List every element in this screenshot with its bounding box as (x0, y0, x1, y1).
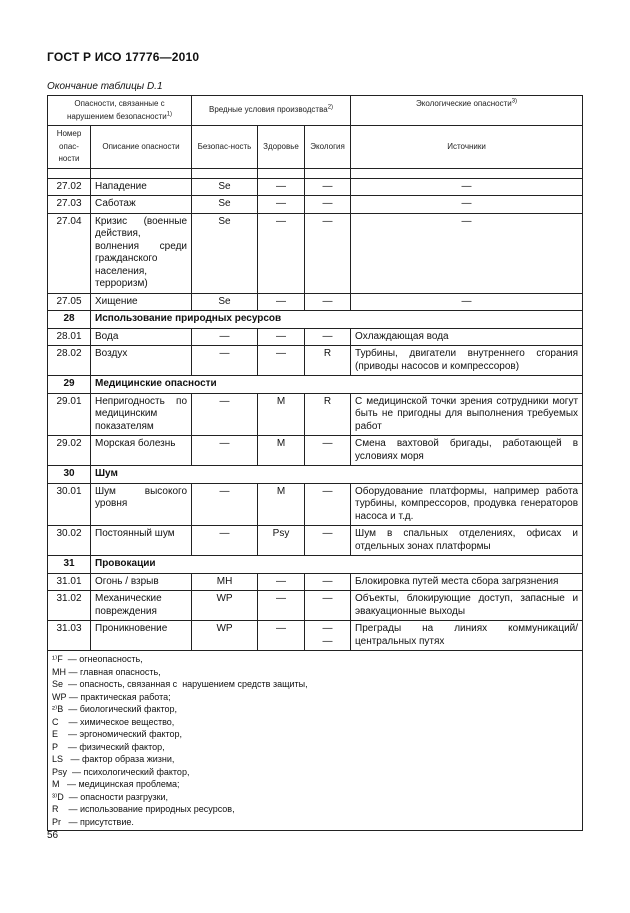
legend-notes (48, 651, 583, 831)
ecology-value: — (305, 213, 351, 293)
legend-line: R — использование природных ресурсов, (52, 804, 235, 814)
hazard-description: Механические повреждения (91, 591, 192, 621)
ecology-value: — — (305, 621, 351, 651)
table-row (48, 436, 583, 466)
health-value: — (258, 328, 305, 346)
ecology-value: — (305, 196, 351, 214)
section-row (48, 556, 583, 574)
health-value: — (258, 346, 305, 376)
legend-line: C — химическое вещество, (52, 716, 175, 727)
document-header: ГОСТ Р ИСО 17776—2010 (47, 50, 200, 64)
hazard-description: Огонь / взрыв (91, 573, 192, 591)
legend-line: ³⁾D — опасности разгрузки, (52, 791, 169, 802)
table-row (48, 178, 583, 196)
legend-line: MH — главная опасность, (52, 666, 161, 677)
legend-line: WP — практическая работа; (52, 691, 171, 702)
hazard-number: 29.02 (48, 436, 91, 466)
ecology-value: — (305, 178, 351, 196)
section-title: Медицинские опасности (91, 376, 583, 394)
sources-value: Смена вахтовой бригады, работающей в условиях моря (351, 436, 583, 466)
table-caption: Окончание таблицы D.1 (47, 81, 163, 92)
section-row (48, 376, 583, 394)
ecology-value: — (305, 483, 351, 526)
hazard-description: Саботаж (91, 196, 192, 214)
legend-line: P — физический фактор, (52, 741, 165, 752)
hazard-number: 31.02 (48, 591, 91, 621)
sources-value: Оборудование платформы, например работа турбины, компрессоров, продувка генераторов насоса и т.д. (351, 483, 583, 526)
sources-value: Блокировка путей места сбора загрязнения (351, 573, 583, 591)
page-number: 56 (47, 830, 59, 841)
health-value: — (258, 213, 305, 293)
hazard-description: Проникновение (91, 621, 192, 651)
table-row (48, 526, 583, 556)
health-value: — (258, 178, 305, 196)
legend-line: ²⁾B — биологический фактор, (52, 704, 178, 714)
notes-row (48, 651, 583, 831)
sources-value: Объекты, блокирующие доступ, запасные и эвакуационные выходы (351, 591, 583, 621)
safety-value: — (192, 393, 258, 436)
hazard-number: 27.02 (48, 178, 91, 196)
col-header-sources: Источники (351, 126, 583, 169)
section-row (48, 466, 583, 484)
hazard-table (47, 95, 583, 831)
ecology-value: R (305, 393, 351, 436)
sources-value: Преграды на линиях коммуникаций/центральных путях (351, 621, 583, 651)
ecology-value: — (305, 293, 351, 311)
health-value: — (258, 293, 305, 311)
health-value: M (258, 436, 305, 466)
sources-value: — (351, 178, 583, 196)
safety-value: — (192, 526, 258, 556)
ecology-value: R (305, 346, 351, 376)
safety-value: WP (192, 621, 258, 651)
legend-line: LS — фактор образа жизни, (52, 754, 175, 764)
col-header-safety: Безопас-ность (192, 126, 258, 169)
table-row (48, 293, 583, 311)
header-group-eco: Экологические опасности$^{3)}$ (351, 96, 583, 126)
hazard-description: Непригодность по медицинским показателям (91, 393, 192, 436)
health-value: — (258, 573, 305, 591)
hazard-number: 27.03 (48, 196, 91, 214)
hazard-description: Хищение (91, 293, 192, 311)
legend-line: ¹⁾F — огнеопасность, (52, 654, 143, 664)
col-header-ecology: Экология (305, 126, 351, 169)
section-title: Шум (91, 466, 583, 484)
health-value: Psy (258, 526, 305, 556)
ecology-value: — (305, 328, 351, 346)
table-row (48, 483, 583, 526)
hazard-description: Кризис (военные действия, волнения среди гражданского населения, терроризм) (91, 213, 192, 293)
section-number: 29 (48, 376, 91, 394)
table-row (48, 213, 583, 293)
legend-line: M — медицинская проблема; (52, 779, 180, 789)
table-row (48, 346, 583, 376)
hazard-number: 28.01 (48, 328, 91, 346)
safety-value: — (192, 483, 258, 526)
legend-line: E — эргономический фактор, (52, 729, 183, 739)
safety-value: Se (192, 213, 258, 293)
table-row (48, 196, 583, 214)
hazard-description: Шум высокого уровня (91, 483, 192, 526)
hazard-number: 28.02 (48, 346, 91, 376)
table-row (48, 328, 583, 346)
header-group-harmful: Вредные условия производства$^{2)}$ (192, 96, 351, 126)
sources-value: — (351, 196, 583, 214)
hazard-description: Нападение (91, 178, 192, 196)
hazard-description: Воздух (91, 346, 192, 376)
safety-value: Se (192, 293, 258, 311)
safety-value: WP (192, 591, 258, 621)
health-value: — (258, 621, 305, 651)
hazard-description: Вода (91, 328, 192, 346)
header-group-hazards: Опасности, связанные с нарушением безопасности$^{1)}$ (48, 96, 192, 126)
legend-line: Se — опасность, связанная с нарушением средств защиты, (52, 679, 308, 689)
health-value: M (258, 393, 305, 436)
safety-value: Se (192, 196, 258, 214)
hazard-number: 30.01 (48, 483, 91, 526)
hazard-number: 27.04 (48, 213, 91, 293)
section-row (48, 311, 583, 329)
sources-value: — (351, 293, 583, 311)
table-row (48, 591, 583, 621)
hazard-number: 31.03 (48, 621, 91, 651)
ecology-value: — (305, 591, 351, 621)
hazard-number: 30.02 (48, 526, 91, 556)
legend-line: Psy — психологический фактор, (52, 766, 190, 777)
hazard-description: Постоянный шум (91, 526, 192, 556)
safety-value: — (192, 346, 258, 376)
sources-value: — (351, 213, 583, 293)
sources-value: С медицинской точки зрения сотрудники могут быть не пригодны для выполнения требуемых работ (351, 393, 583, 436)
table-row (48, 573, 583, 591)
col-header-health: Здоровье (258, 126, 305, 169)
sources-value: Охлаждающая вода (351, 328, 583, 346)
table-row (48, 393, 583, 436)
safety-value: — (192, 436, 258, 466)
section-title: Провокации (91, 556, 583, 574)
legend-line: Pr — присутствие. (52, 816, 134, 827)
hazard-description: Морская болезнь (91, 436, 192, 466)
col-header-number: Номер опас-ности (48, 126, 91, 169)
table-row (48, 621, 583, 651)
section-number: 31 (48, 556, 91, 574)
sources-value: Турбины, двигатели внутреннего сгорания (приводы насосов и компрессоров) (351, 346, 583, 376)
health-value: — (258, 196, 305, 214)
section-title: Использование природных ресурсов (91, 311, 583, 329)
safety-value: — (192, 328, 258, 346)
hazard-number: 27.05 (48, 293, 91, 311)
safety-value: MH (192, 573, 258, 591)
health-value: — (258, 591, 305, 621)
safety-value: Se (192, 178, 258, 196)
hazard-number: 31.01 (48, 573, 91, 591)
health-value: M (258, 483, 305, 526)
ecology-value: — (305, 573, 351, 591)
col-header-description: Описание опасности (91, 126, 192, 169)
section-number: 28 (48, 311, 91, 329)
ecology-value: — (305, 436, 351, 466)
hazard-number: 29.01 (48, 393, 91, 436)
section-number: 30 (48, 466, 91, 484)
sources-value: Шум в спальных отделениях, офисах и отдельных зонах платформы (351, 526, 583, 556)
ecology-value: — (305, 526, 351, 556)
